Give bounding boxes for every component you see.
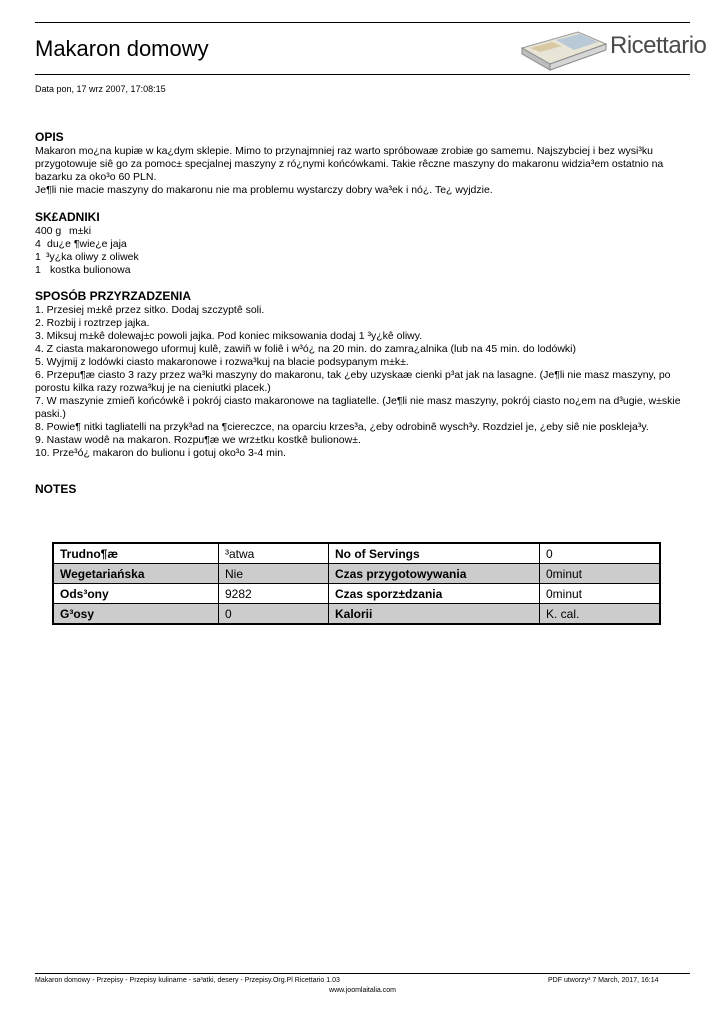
votes-label: G³osy	[53, 604, 219, 625]
difficulty-value: ³atwa	[219, 543, 329, 564]
ingredient-qty: 1	[35, 251, 41, 263]
step-item: 2. Rozbij i roztrzep jajka.	[35, 317, 150, 329]
cook-time-label: Czas sporz±dzania	[329, 584, 540, 604]
page-title: Makaron domowy	[35, 36, 209, 61]
servings-label: No of Servings	[329, 543, 540, 564]
ingredient-name: ³y¿ka oliwy z oliwek	[46, 251, 139, 263]
ingredient-item	[35, 251, 695, 264]
notes-heading: NOTES	[35, 482, 77, 496]
votes-value: 0	[219, 604, 329, 625]
skladniki-section	[35, 210, 695, 277]
step-item: 4. Z ciasta makaronowego uformuj kulê, zawiñ w foliê i w³ó¿ na 20 min. do zamra¿alnika (lub na 45 min. do lodówki)	[35, 343, 576, 355]
sposob-section	[35, 289, 695, 460]
ingredient-name: du¿e ¶wie¿e jaja	[47, 238, 127, 250]
step-item: 10. Prze³ó¿ makaron do bulionu i gotuj oko³o 3-4 min.	[35, 447, 286, 459]
vegetarian-label: Wegetariańska	[53, 564, 219, 584]
skladniki-heading: SK£ADNIKI	[35, 210, 100, 224]
views-value: 9282	[219, 584, 329, 604]
opis-paragraph: Je¶li nie macie maszyny do makaronu nie ma problemu wystarczy dobry wa³ek i nó¿. Te¿ wyjdzie.	[35, 184, 493, 196]
recipe-book-icon	[518, 26, 608, 72]
date-line: Data pon, 17 wrz 2007, 17:08:15	[35, 84, 166, 94]
prep-time-value: 0minut	[540, 564, 661, 584]
ingredient-name: m±ki	[69, 225, 92, 237]
step-item: 6. Przepu¶æ ciasto 3 razy przez wa³ki maszyny do makaronu, tak ¿eby uzyskaæ cienki p³at jak na lasagne. (Je¶li nie masz maszyny, po porostu kilka razy rozwa³kuj je na cieniutki placek.)	[35, 369, 671, 394]
opis-heading: OPIS	[35, 130, 64, 144]
difficulty-label: Trudno¶æ	[53, 543, 219, 564]
vegetarian-value: Nie	[219, 564, 329, 584]
footer-url-link[interactable]: www.joomlaitalia.com	[329, 987, 396, 994]
header-top-rule	[35, 22, 690, 23]
opis-paragraph: Makaron mo¿na kupiæ w ka¿dym sklepie. Mimo to przynajmniej raz warto spróbowaæ zrobiæ go samemu. Najszybciej i bez wysi³ku przygotowuje siê go za pomoc± specjalnej maszyny z ró¿nymi końcówkami. Takie rêczne maszyny do makaronu widzia³em ostatnio na bazarku za oko³o 60 PLN.	[35, 145, 664, 183]
step-item: 5. Wyjmij z lodówki ciasto makaronowe i rozwa³kuj na blacie podsypanym m±k±.	[35, 356, 409, 368]
calories-value: K. cal.	[540, 604, 661, 625]
ingredient-name: kostka bulionowa	[50, 264, 131, 276]
footer-source: Makaron domowy - Przepisy - Przepisy kulinarne - sa³atki, desery - Przepisy.Org.Pl Ricettario 1.03	[35, 977, 340, 984]
ingredient-qty: 1	[35, 264, 41, 276]
prep-time-label: Czas przygotowywania	[329, 564, 540, 584]
step-item: 9. Nastaw wodê na makaron. Rozpu¶æ we wrz±tku kostkê bulionow±.	[35, 434, 361, 446]
ricettario-logo	[518, 26, 707, 72]
footer-pdf-date: PDF utworzy³ 7 March, 2017, 16:14	[548, 977, 659, 984]
cook-time-value: 0minut	[540, 584, 661, 604]
sposob-heading: SPOSÓB PRZYRZADZENIA	[35, 289, 192, 303]
ingredient-item	[35, 264, 695, 277]
ingredient-qty: 400 g	[35, 225, 62, 237]
step-item: 3. Miksuj m±kê dolewaj±c powoli jajka. Pod koniec miksowania dodaj 1 ³y¿kê oliwy.	[35, 330, 423, 342]
step-item: 8. Powie¶ nitki tagliatelli na przyk³ad na ¶ciereczce, na oparciu krzes³a, ¿eby odrobinê wysch³y. Rozdziel je, ¿eby siê nie poskleja³y.	[35, 421, 649, 433]
table-row	[53, 564, 660, 584]
table-row	[53, 604, 660, 625]
footer-rule	[35, 973, 690, 974]
servings-value: 0	[540, 543, 661, 564]
logo-text: Ricettario	[610, 32, 707, 59]
opis-section	[35, 130, 695, 197]
header-bottom-rule	[35, 74, 690, 75]
step-item: 1. Przesiej m±kê przez sitko. Dodaj szczyptê soli.	[35, 304, 265, 316]
calories-label: Kalorii	[329, 604, 540, 625]
ingredient-item	[35, 225, 695, 238]
step-item: 7. W maszynie zmieñ końcówkê i pokrój ciasto makaronowe na tagliatelle. (Je¶li nie masz maszyny, pokrój ciasto no¿em na d³ugie, w±skie paski.)	[35, 395, 681, 420]
ingredient-qty: 4	[35, 238, 41, 250]
table-row	[53, 543, 660, 564]
recipe-info-table	[52, 542, 661, 625]
ingredient-item	[35, 238, 695, 251]
views-label: Ods³ony	[53, 584, 219, 604]
notes-section	[35, 482, 695, 497]
table-row	[53, 584, 660, 604]
